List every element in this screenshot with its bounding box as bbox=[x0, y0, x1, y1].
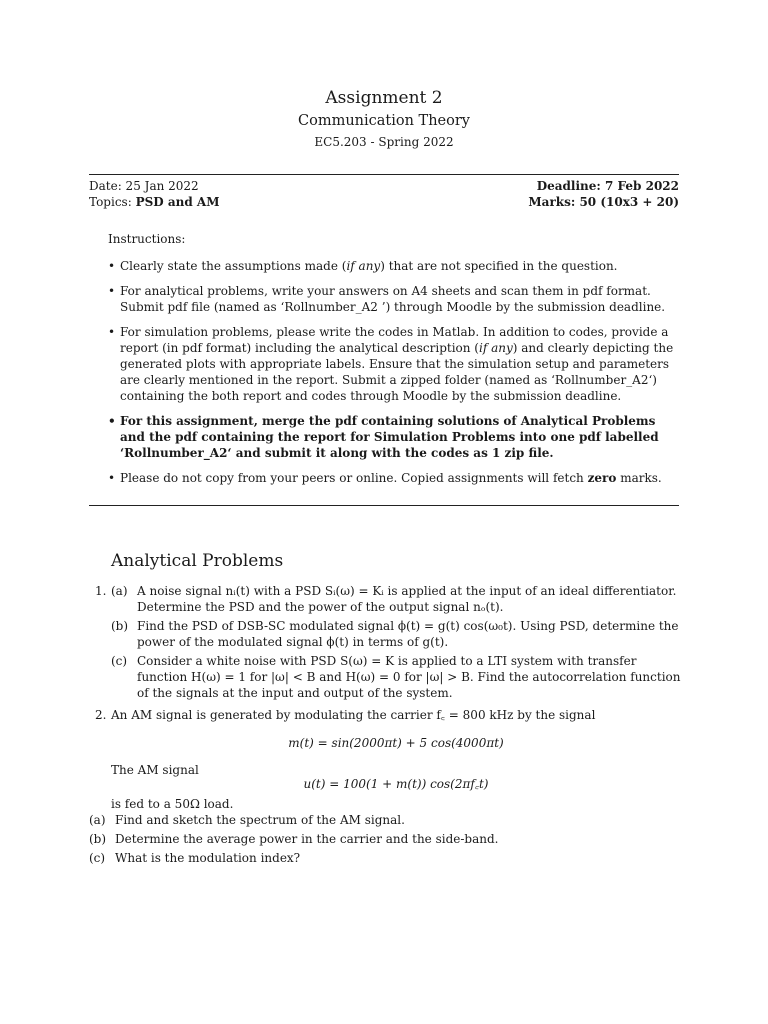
problem-number: 1. bbox=[95, 584, 107, 598]
instruction-text: Clearly state the assumptions made ( bbox=[120, 259, 347, 273]
problem-2 bbox=[89, 707, 681, 792]
problem-1b bbox=[111, 618, 681, 650]
instruction-text: marks. bbox=[616, 471, 662, 485]
subpart-label: (c) bbox=[89, 851, 106, 865]
bottom-divider bbox=[89, 505, 679, 506]
problem-2c bbox=[89, 850, 681, 866]
meta-left bbox=[89, 178, 220, 210]
instruction-merge: • For this assignment, merge the pdf containing solutions of Analytical Problems and the pdf containing the report for Simulation Problems into one pdf labelled ‘Rollnumber_A2‘ and submit it along with the codes as 1 zip file. bbox=[108, 413, 680, 461]
equation-message: m(t) = sin(2000πt) + 5 cos(4000πt) bbox=[288, 736, 504, 750]
assignment-title: Assignment 2 bbox=[325, 88, 443, 108]
subpart-text: Find the PSD of DSB-SC modulated signal ϕ(t) = g(t) cos(ω₀t). Using PSD, determine the power of the modulated signal ϕ(t) in terms of g(t). bbox=[137, 619, 679, 649]
problem-2-subparts bbox=[89, 812, 681, 866]
subpart-label: (c) bbox=[111, 654, 128, 668]
subpart-label: (a) bbox=[89, 813, 106, 827]
course-code: EC5.203 - Spring 2022 bbox=[314, 135, 454, 149]
instruction-assumptions bbox=[108, 258, 680, 274]
topics-line bbox=[89, 194, 220, 210]
instruction-analytical: • For analytical problems, write your answers on A4 sheets and scan them in pdf format. Submit pdf file (named as ‘Rollnumber_A2 ’) through Moodle by the submission deadline. bbox=[108, 283, 680, 315]
problem-2a bbox=[89, 812, 681, 828]
section-title: Analytical Problems bbox=[111, 551, 284, 571]
topics-value: PSD and AM bbox=[135, 195, 220, 209]
instruction-simulation bbox=[108, 324, 680, 404]
instruction-emphasis: if any bbox=[479, 341, 513, 355]
subpart-text: Find and sketch the spectrum of the AM signal. bbox=[115, 813, 405, 827]
problem-2-intro: An AM signal is generated by modulating the carrier f꜀ = 800 kHz by the signal bbox=[111, 708, 596, 722]
marks-line: Marks: 50 (10x3 + 20) bbox=[528, 195, 679, 209]
instructions-heading: Instructions: bbox=[108, 232, 186, 246]
top-divider bbox=[89, 174, 679, 175]
instructions-list bbox=[108, 258, 680, 495]
problem-1 bbox=[89, 583, 681, 701]
instruction-text: Please do not copy from your peers or online. Copied assignments will fetch bbox=[120, 471, 588, 485]
subpart-label: (a) bbox=[111, 584, 128, 598]
course-name: Communication Theory bbox=[298, 113, 470, 129]
problem-1a bbox=[111, 583, 681, 615]
problem-2-load: is fed to a 50Ω load. bbox=[111, 797, 234, 811]
instruction-text: ) and clearly depicting the generated plots with appropriate labels. Ensure that the simulation setup and parameters are clearly mentioned in the report. Submit a zipped folder (named as ‘Rollnumber_A2‘) containing the both report and codes through Moodle by the submission deadline. bbox=[120, 341, 674, 403]
problem-number: 2. bbox=[95, 708, 107, 722]
subpart-text: Determine the average power in the carrier and the side-band. bbox=[115, 832, 499, 846]
subpart-text: A noise signal nᵢ(t) with a PSD Sᵢ(ω) = Kᵢ is applied at the input of an ideal differentiator. Determine the PSD and the power of the output signal nₒ(t). bbox=[137, 584, 677, 614]
subpart-label: (b) bbox=[111, 619, 129, 633]
instruction-emphasis: zero bbox=[587, 471, 617, 485]
instruction-no-copy bbox=[108, 470, 680, 486]
topics-label: Topics: bbox=[89, 195, 132, 209]
meta-right bbox=[528, 178, 679, 210]
equation-am: u(t) = 100(1 + m(t)) cos(2πf꜀t) bbox=[303, 777, 489, 791]
instruction-text: ) that are not specified in the question. bbox=[380, 259, 618, 273]
subpart-label: (b) bbox=[89, 832, 107, 846]
problem-2-lead: The AM signal bbox=[111, 763, 199, 777]
instruction-text: For simulation problems, please write the codes in Matlab. In addition to codes, provide a report (in pdf format) including the analytical description ( bbox=[120, 325, 669, 355]
instruction-emphasis: if any bbox=[346, 259, 381, 273]
subpart-text: What is the modulation index? bbox=[115, 851, 301, 865]
problems-list bbox=[89, 583, 681, 869]
subpart-text: Consider a white noise with PSD S(ω) = K is applied to a LTI system with transfer function H(ω) = 1 for |ω| < B and H(ω) = 0 for |ω| > B. Find the autocorrelation function of the signals at the input and output of the system. bbox=[137, 654, 681, 700]
deadline-line: Deadline: 7 Feb 2022 bbox=[536, 179, 679, 193]
problem-1c bbox=[111, 653, 681, 701]
date-line: Date: 25 Jan 2022 bbox=[89, 179, 199, 193]
problem-2b bbox=[89, 831, 681, 847]
